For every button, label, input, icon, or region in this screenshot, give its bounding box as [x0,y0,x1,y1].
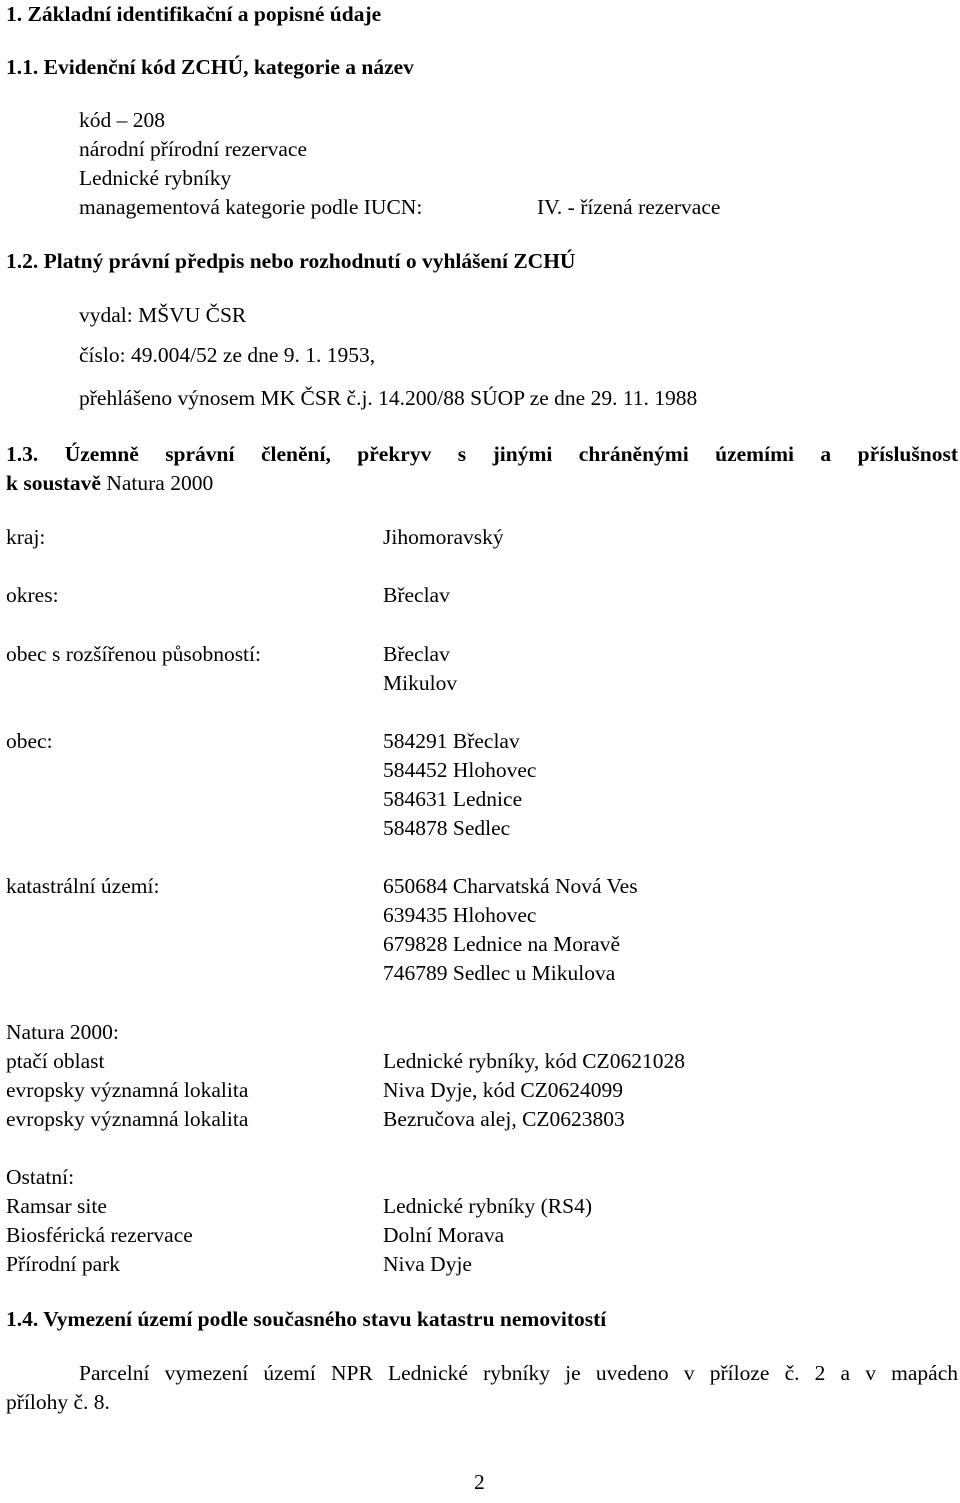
kraj-value: Jihomoravský [383,525,504,549]
ostatni-row-value: Niva Dyje [383,1252,472,1276]
ku-value: 650684 Charvatská Nová Ves [383,874,638,898]
iucn-value: IV. - řízená rezervace [537,195,721,219]
obec-label: obec: [6,729,53,753]
zchu-category: národní přírodní rezervace [79,137,308,161]
obec-value: 584631 Lednice [383,787,523,811]
ostatni-row-label: Ramsar site [6,1194,107,1218]
ostatni-row-label: Přírodní park [6,1252,121,1276]
section-1-3-heading-cont [6,469,213,498]
natura-label: Natura 2000: [6,1020,119,1044]
orp-label: obec s rozšířenou působností: [6,642,261,666]
obec-value: 584878 Sedlec [383,816,511,840]
natura-row-value: Niva Dyje, kód CZ0624099 [383,1078,624,1102]
obec-value: 584291 Břeclav [383,729,520,753]
decree-number: číslo: 49.004/52 ze dne 9. 1. 1953, [79,343,376,367]
ostatni-label: Ostatní: [6,1165,75,1189]
parcel-paragraph: Parcelní vymezení území NPR Lednické rybníky je uvedeno v příloze č. 2 a v mapách [79,1361,958,1385]
section-1-3-heading-bold: k soustavě [6,471,101,495]
parcel-paragraph-cont: přílohy č. 8. [6,1390,110,1414]
section-1-1-heading: 1.1. Evidenční kód ZCHÚ, kategorie a název [6,55,414,79]
okres-value: Břeclav [383,583,450,607]
section-1-3-heading: 1.3. Územně správní členění, překryv s jinými chráněnými územími a příslušnost [6,442,958,466]
natura-row-value: Lednické rybníky, kód CZ0621028 [383,1049,685,1073]
section-1-4-heading: 1.4. Vymezení území podle současného stavu katastru nemovitostí [6,1307,607,1331]
orp-value: Břeclav [383,642,450,666]
natura-row-value: Bezručova alej, CZ0623803 [383,1107,625,1131]
orp-value: Mikulov [383,671,458,695]
ostatni-row-value: Lednické rybníky (RS4) [383,1194,592,1218]
ku-value: 679828 Lednice na Moravě [383,932,621,956]
natura-row-label: evropsky významná lokalita [6,1078,249,1102]
ostatni-row-value: Dolní Morava [383,1223,505,1247]
zchu-code: kód – 208 [79,108,165,132]
okres-label: okres: [6,583,59,607]
obec-value: 584452 Hlohovec [383,758,537,782]
section-1-3-heading-natura: Natura 2000 [100,471,214,495]
page-number: 2 [474,1470,485,1494]
iucn-label: managementová kategorie podle IUCN: [79,195,423,219]
kraj-label: kraj: [6,525,46,549]
ostatni-row-label: Biosférická rezervace [6,1223,193,1247]
issued-by: vydal: MŠVU ČSR [79,303,247,327]
redeclaration: přehlášeno výnosem MK ČSR č.j. 14.200/88 SÚOP ze dne 29. 11. 1988 [79,386,698,410]
section-1-heading: 1. Základní identifikační a popisné údaje [6,2,382,26]
ku-value: 746789 Sedlec u Mikulova [383,961,616,985]
ku-label: katastrální území: [6,874,160,898]
natura-row-label: evropsky významná lokalita [6,1107,249,1131]
section-1-2-heading: 1.2. Platný právní předpis nebo rozhodnutí o vyhlášení ZCHÚ [6,249,576,273]
natura-row-label: ptačí oblast [6,1049,105,1073]
ku-value: 639435 Hlohovec [383,903,537,927]
zchu-name: Lednické rybníky [79,166,232,190]
